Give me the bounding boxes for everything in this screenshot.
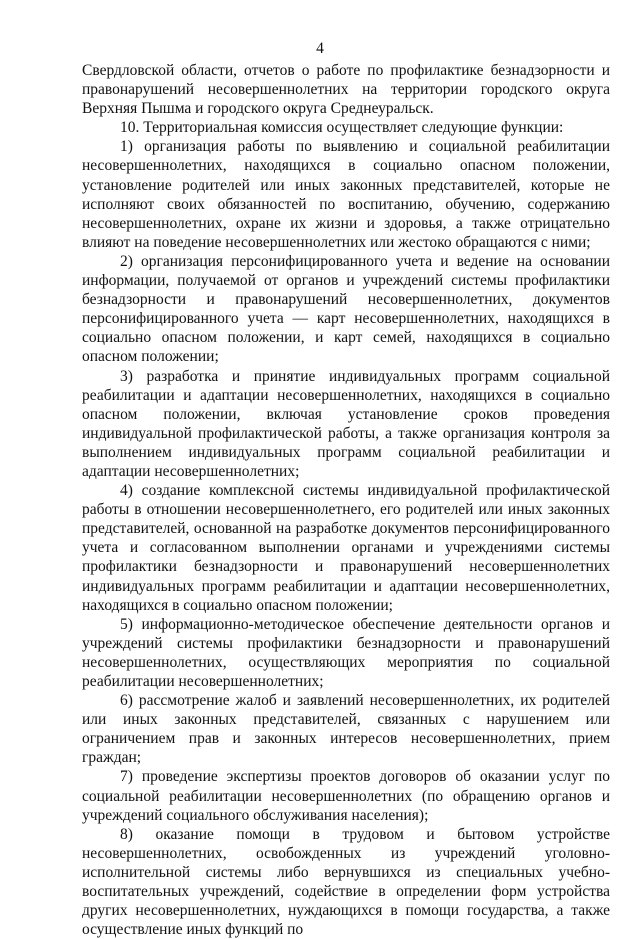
paragraph-subitem-8: 8) оказание помощи в трудовом и бытовом устройстве несовершеннолетних, освобожденных из учреждений уголовно-исполнительной системы либо вернувшихся из специальных учебно-воспитательных учреждений, содействие в определении форм устройства других несовершеннолетних, нуждающихся в помощи государства, а также осуществление иных функций по (82, 825, 610, 939)
paragraph-item-10: 10. Территориальная комиссия осуществляет следующие функции: (120, 119, 564, 137)
paragraph-subitem-3: 3) разработка и принятие индивидуальных программ социальной реабилитации и адаптации несовершеннолетних, находящихся в социально опасном положении, включая установление сроков проведения индивидуальной профилактической работы, а также организация контроля за выполнением индивидуальных программ социальной реабилитации и адаптации несовершеннолетних; (82, 367, 610, 480)
document-body (82, 61, 610, 939)
paragraph-subitem-2: 2) организация персонифицированного учета и ведение на основании информации, получаемой от органов и учреждений системы профилактики безнадзорности и правонарушений несовершеннолетних, документов персонифицированного учета — карт несовершеннолетних, находящихся в социально опасном положении, и карт семей, находящихся в социально опасном положении; (82, 252, 610, 366)
paragraph-subitem-5: 5) информационно-методическое обеспечение деятельности органов и учреждений системы профилактики безнадзорности и правонарушений несовершеннолетних, осуществляющих мероприятия по социальной реабилитации несовершеннолетних; (82, 615, 610, 690)
page-number: 4 (316, 40, 324, 57)
paragraph-subitem-7: 7) проведение экспертизы проектов договоров об оказании услуг по социальной реабилитации несовершеннолетних (по обращению органов и учреждений социального обслуживания населения); (82, 768, 610, 824)
paragraph-subitem-1: 1) организация работы по выявлению и социальной реабилитации несовершеннолетних, находящихся в социально опасном положении, установление родителей или иных законных представителей, которые не исполняют своих обязанностей по воспитанию, обучению, содержанию несовершеннолетних, охране их жизни и здоровья, а также отрицательно влияют на поведение несовершеннолетних или жестоко обращаются с ними; (82, 138, 610, 251)
paragraph-subitem-6: 6) рассмотрение жалоб и заявлений несовершеннолетних, их родителей или иных законных представителей, связанных с нарушением или ограничением прав и законных интересов несовершеннолетних, прием граждан; (82, 692, 610, 767)
paragraph-subitem-4: 4) создание комплексной системы индивидуальной профилактической работы в отношении несовершеннолетнего, его родителей или иных законных представителей, основанной на разработке документов персонифицированного учета и согласованном выполнении органами и учреждениями системы профилактики безнадзорности и правонарушений несовершеннолетних индивидуальных программ реабилитации и адаптации несовершеннолетних, находящихся в социально опасном положении; (82, 482, 610, 614)
paragraph-continuation: Свердловской области, отчетов о работе по профилактике безнадзорности и правонарушений несовершеннолетних на территории городского округа Верхняя Пышма и городского округа Среднеуральск. (82, 62, 610, 118)
